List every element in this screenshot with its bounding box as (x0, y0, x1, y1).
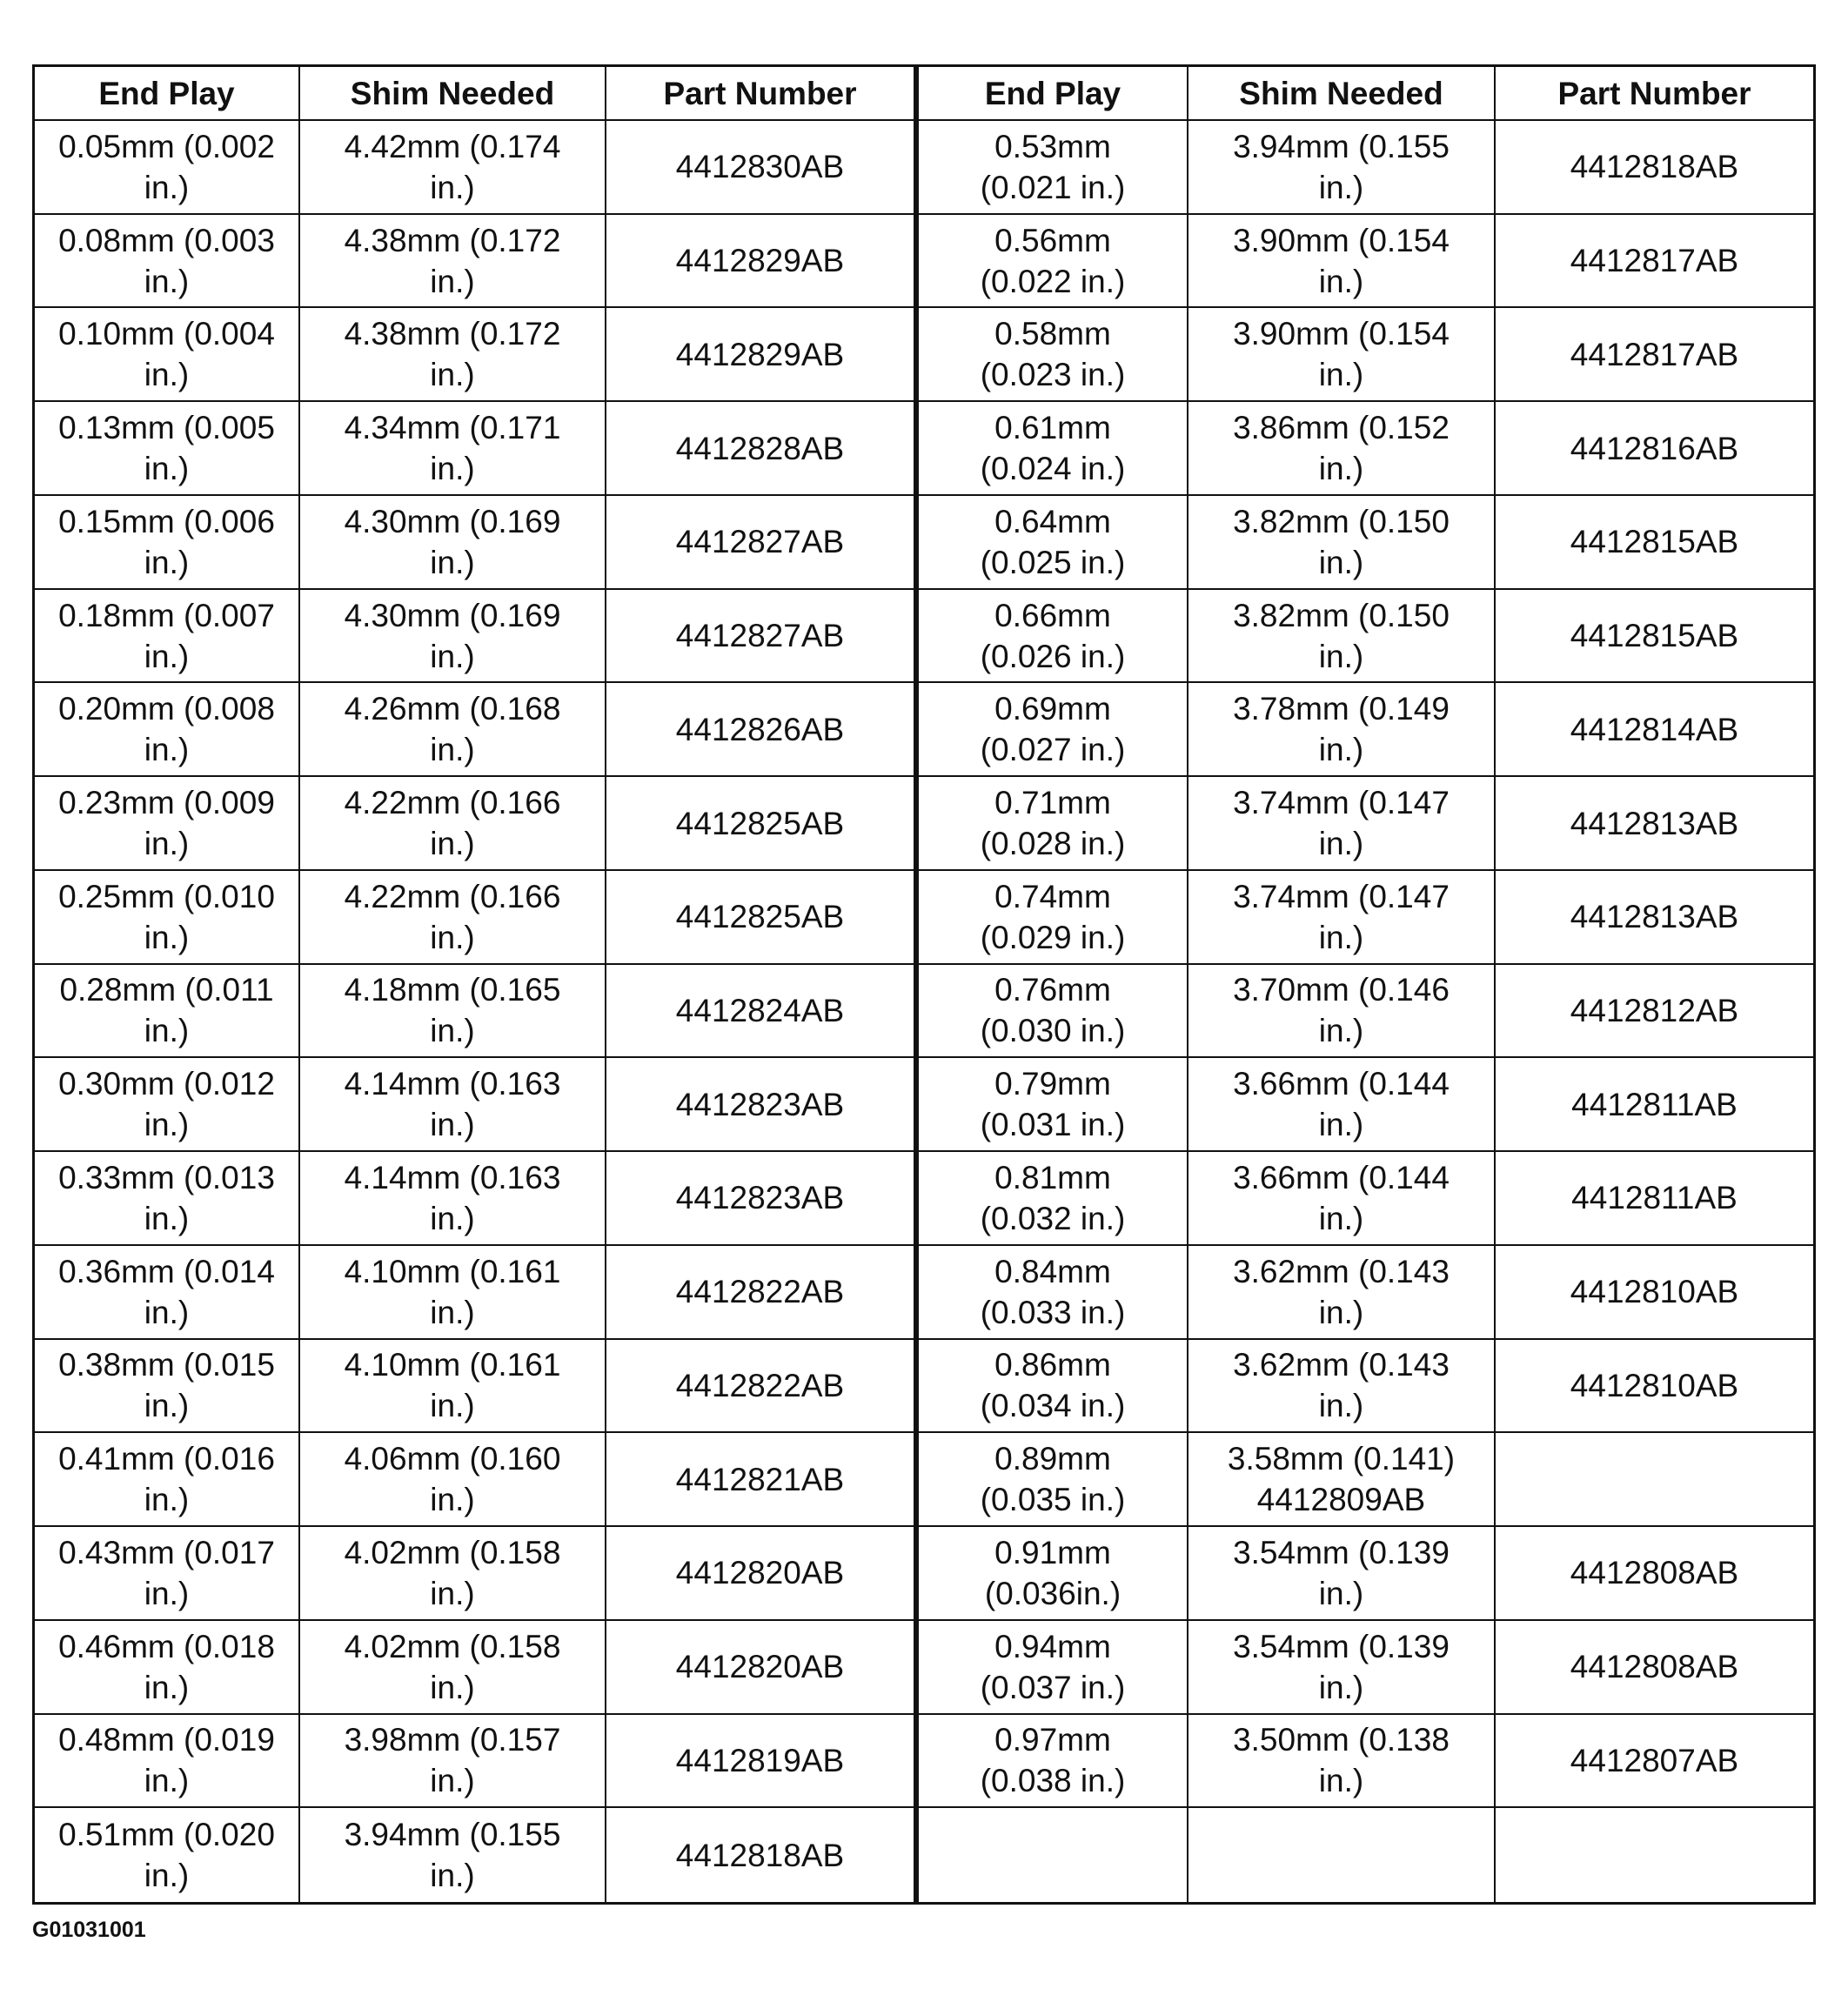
cell-end-play: 0.69mm (0.027 in.) (919, 683, 1188, 777)
cell-end-play: 0.43mm (0.017 in.) (35, 1527, 300, 1621)
cell-end-play: 0.08mm (0.003 in.) (35, 215, 300, 309)
cell-shim-needed: 4.14mm (0.163 in.) (300, 1152, 606, 1246)
cell-part-number: 4412829AB (606, 308, 914, 402)
cell-shim-needed: 4.30mm (0.169 in.) (300, 496, 606, 590)
cell-shim-needed: 4.22mm (0.166 in.) (300, 871, 606, 965)
cell-shim-needed: 3.66mm (0.144 in.) (1188, 1058, 1496, 1152)
cell-shim-needed: 4.38mm (0.172 in.) (300, 308, 606, 402)
cell-part-number: 4412810AB (1496, 1340, 1813, 1434)
cell-part-number: 4412823AB (606, 1152, 914, 1246)
cell-end-play: 0.89mm (0.035 in.) (919, 1433, 1188, 1527)
cell-end-play: 0.15mm (0.006 in.) (35, 496, 300, 590)
cell-shim-needed: 3.62mm (0.143 in.) (1188, 1246, 1496, 1340)
cell-shim-needed: 4.30mm (0.169 in.) (300, 590, 606, 684)
cell-shim-needed: 3.50mm (0.138 in.) (1188, 1715, 1496, 1809)
cell-part-number: 4412825AB (606, 871, 914, 965)
cell-part-number: 4412828AB (606, 402, 914, 496)
cell-end-play: 0.38mm (0.015 in.) (35, 1340, 300, 1434)
cell-end-play: 0.28mm (0.011 in.) (35, 965, 300, 1059)
cell-part-number: 4412813AB (1496, 871, 1813, 965)
cell-part-number: 4412829AB (606, 215, 914, 309)
cell-part-number: 4412810AB (1496, 1246, 1813, 1340)
cell-part-number: 4412823AB (606, 1058, 914, 1152)
cell-part-number: 4412811AB (1496, 1058, 1813, 1152)
table-left-half (35, 67, 914, 1902)
shim-selection-table (32, 64, 1816, 1905)
cell-part-number: 4412821AB (606, 1433, 914, 1527)
cell-part-number: 4412820AB (606, 1527, 914, 1621)
cell-shim-needed: 4.38mm (0.172 in.) (300, 215, 606, 309)
cell-part-number: 4412808AB (1496, 1527, 1813, 1621)
cell-shim-needed: 3.62mm (0.143 in.) (1188, 1340, 1496, 1434)
cell-end-play: 0.13mm (0.005 in.) (35, 402, 300, 496)
cell-part-number: 4412817AB (1496, 215, 1813, 309)
table-right-half (919, 67, 1813, 1902)
cell-end-play: 0.20mm (0.008 in.) (35, 683, 300, 777)
cell-part-number: 4412820AB (606, 1621, 914, 1715)
cell-shim-needed: 4.06mm (0.160 in.) (300, 1433, 606, 1527)
cell-end-play: 0.74mm (0.029 in.) (919, 871, 1188, 965)
cell-shim-needed: 4.02mm (0.158 in.) (300, 1621, 606, 1715)
cell-shim-needed: 3.66mm (0.144 in.) (1188, 1152, 1496, 1246)
cell-end-play: 0.51mm (0.020 in.) (35, 1808, 300, 1902)
cell-end-play: 0.25mm (0.010 in.) (35, 871, 300, 965)
cell-part-number (1496, 1433, 1813, 1527)
cell-shim-needed: 4.34mm (0.171 in.) (300, 402, 606, 496)
cell-part-number: 4412825AB (606, 777, 914, 871)
cell-part-number: 4412830AB (606, 121, 914, 215)
cell-end-play: 0.36mm (0.014 in.) (35, 1246, 300, 1340)
cell-shim-needed: 4.14mm (0.163 in.) (300, 1058, 606, 1152)
cell-shim-needed: 4.10mm (0.161 in.) (300, 1340, 606, 1434)
cell-part-number: 4412815AB (1496, 496, 1813, 590)
cell-end-play: 0.94mm (0.037 in.) (919, 1621, 1188, 1715)
cell-shim-needed: 3.90mm (0.154 in.) (1188, 308, 1496, 402)
header-end-play: End Play (919, 67, 1188, 121)
header-part-number: Part Number (1496, 67, 1813, 121)
cell-shim-needed: 4.22mm (0.166 in.) (300, 777, 606, 871)
cell-end-play: 0.05mm (0.002 in.) (35, 121, 300, 215)
header-end-play: End Play (35, 67, 300, 121)
cell-part-number: 4412816AB (1496, 402, 1813, 496)
cell-shim-needed: 3.54mm (0.139 in.) (1188, 1527, 1496, 1621)
cell-shim-needed: 3.70mm (0.146 in.) (1188, 965, 1496, 1059)
cell-shim-needed: 3.90mm (0.154 in.) (1188, 215, 1496, 309)
cell-end-play: 0.66mm (0.026 in.) (919, 590, 1188, 684)
cell-shim-needed: 3.98mm (0.157 in.) (300, 1715, 606, 1809)
cell-part-number: 4412818AB (1496, 121, 1813, 215)
cell-end-play: 0.18mm (0.007 in.) (35, 590, 300, 684)
cell-end-play: 0.91mm (0.036in.) (919, 1527, 1188, 1621)
cell-shim-needed: 3.94mm (0.155 in.) (300, 1808, 606, 1902)
cell-shim-needed: 3.74mm (0.147 in.) (1188, 777, 1496, 871)
cell-end-play: 0.61mm (0.024 in.) (919, 402, 1188, 496)
cell-part-number: 4412815AB (1496, 590, 1813, 684)
cell-part-number: 4412811AB (1496, 1152, 1813, 1246)
cell-shim-needed: 4.02mm (0.158 in.) (300, 1527, 606, 1621)
cell-part-number: 4412812AB (1496, 965, 1813, 1059)
header-part-number: Part Number (606, 67, 914, 121)
cell-part-number: 4412827AB (606, 590, 914, 684)
cell-part-number: 4412822AB (606, 1246, 914, 1340)
cell-end-play (919, 1808, 1188, 1902)
cell-end-play: 0.81mm (0.032 in.) (919, 1152, 1188, 1246)
cell-shim-needed: 4.18mm (0.165 in.) (300, 965, 606, 1059)
cell-part-number: 4412814AB (1496, 683, 1813, 777)
cell-end-play: 0.46mm (0.018 in.) (35, 1621, 300, 1715)
cell-end-play: 0.84mm (0.033 in.) (919, 1246, 1188, 1340)
cell-shim-needed: 3.78mm (0.149 in.) (1188, 683, 1496, 777)
cell-end-play: 0.33mm (0.013 in.) (35, 1152, 300, 1246)
cell-end-play: 0.30mm (0.012 in.) (35, 1058, 300, 1152)
cell-part-number: 4412819AB (606, 1715, 914, 1809)
cell-part-number: 4412826AB (606, 683, 914, 777)
cell-part-number: 4412822AB (606, 1340, 914, 1434)
cell-part-number: 4412817AB (1496, 308, 1813, 402)
cell-shim-needed: 3.82mm (0.150 in.) (1188, 590, 1496, 684)
cell-part-number: 4412808AB (1496, 1621, 1813, 1715)
cell-end-play: 0.64mm (0.025 in.) (919, 496, 1188, 590)
figure-id: G01031001 (32, 1918, 146, 1942)
header-shim-needed: Shim Needed (300, 67, 606, 121)
cell-shim-needed (1188, 1808, 1496, 1902)
cell-end-play: 0.41mm (0.016 in.) (35, 1433, 300, 1527)
cell-part-number: 4412827AB (606, 496, 914, 590)
cell-part-number: 4412818AB (675, 1837, 845, 1873)
cell-shim-needed: 3.86mm (0.152 in.) (1188, 402, 1496, 496)
cell-part-number: 4412813AB (1496, 777, 1813, 871)
cell-end-play: 0.86mm (0.034 in.) (919, 1340, 1188, 1434)
cell-end-play: 0.48mm (0.019 in.) (35, 1715, 300, 1809)
cell-shim-needed: 3.54mm (0.139 in.) (1188, 1621, 1496, 1715)
cell-end-play: 0.97mm (0.038 in.) (919, 1715, 1188, 1809)
cell-shim-needed: 3.94mm (0.155 in.) (1188, 121, 1496, 215)
cell-shim-needed: 4.42mm (0.174 in.) (300, 121, 606, 215)
cell-part-number: 4412807AB (1496, 1715, 1813, 1809)
cell-end-play: 0.58mm (0.023 in.) (919, 308, 1188, 402)
cell-shim-needed: 4.10mm (0.161 in.) (300, 1246, 606, 1340)
cell-end-play: 0.23mm (0.009 in.) (35, 777, 300, 871)
cell-end-play: 0.53mm (0.021 in.) (919, 121, 1188, 215)
cell-shim-needed: 3.74mm (0.147 in.) (1188, 871, 1496, 965)
cell-end-play: 0.76mm (0.030 in.) (919, 965, 1188, 1059)
cell-end-play: 0.79mm (0.031 in.) (919, 1058, 1188, 1152)
cell-part-number: 4412824AB (606, 965, 914, 1059)
cell-shim-needed: 3.58mm (0.141) 4412809AB (1188, 1433, 1496, 1527)
cell-shim-needed: 4.26mm (0.168 in.) (300, 683, 606, 777)
cell-end-play: 0.71mm (0.028 in.) (919, 777, 1188, 871)
cell-end-play: 0.56mm (0.022 in.) (919, 215, 1188, 309)
header-shim-needed: Shim Needed (1188, 67, 1496, 121)
cell-shim-needed: 3.82mm (0.150 in.) (1188, 496, 1496, 590)
cell-part-number (1496, 1808, 1813, 1902)
cell-end-play: 0.10mm (0.004 in.) (35, 308, 300, 402)
